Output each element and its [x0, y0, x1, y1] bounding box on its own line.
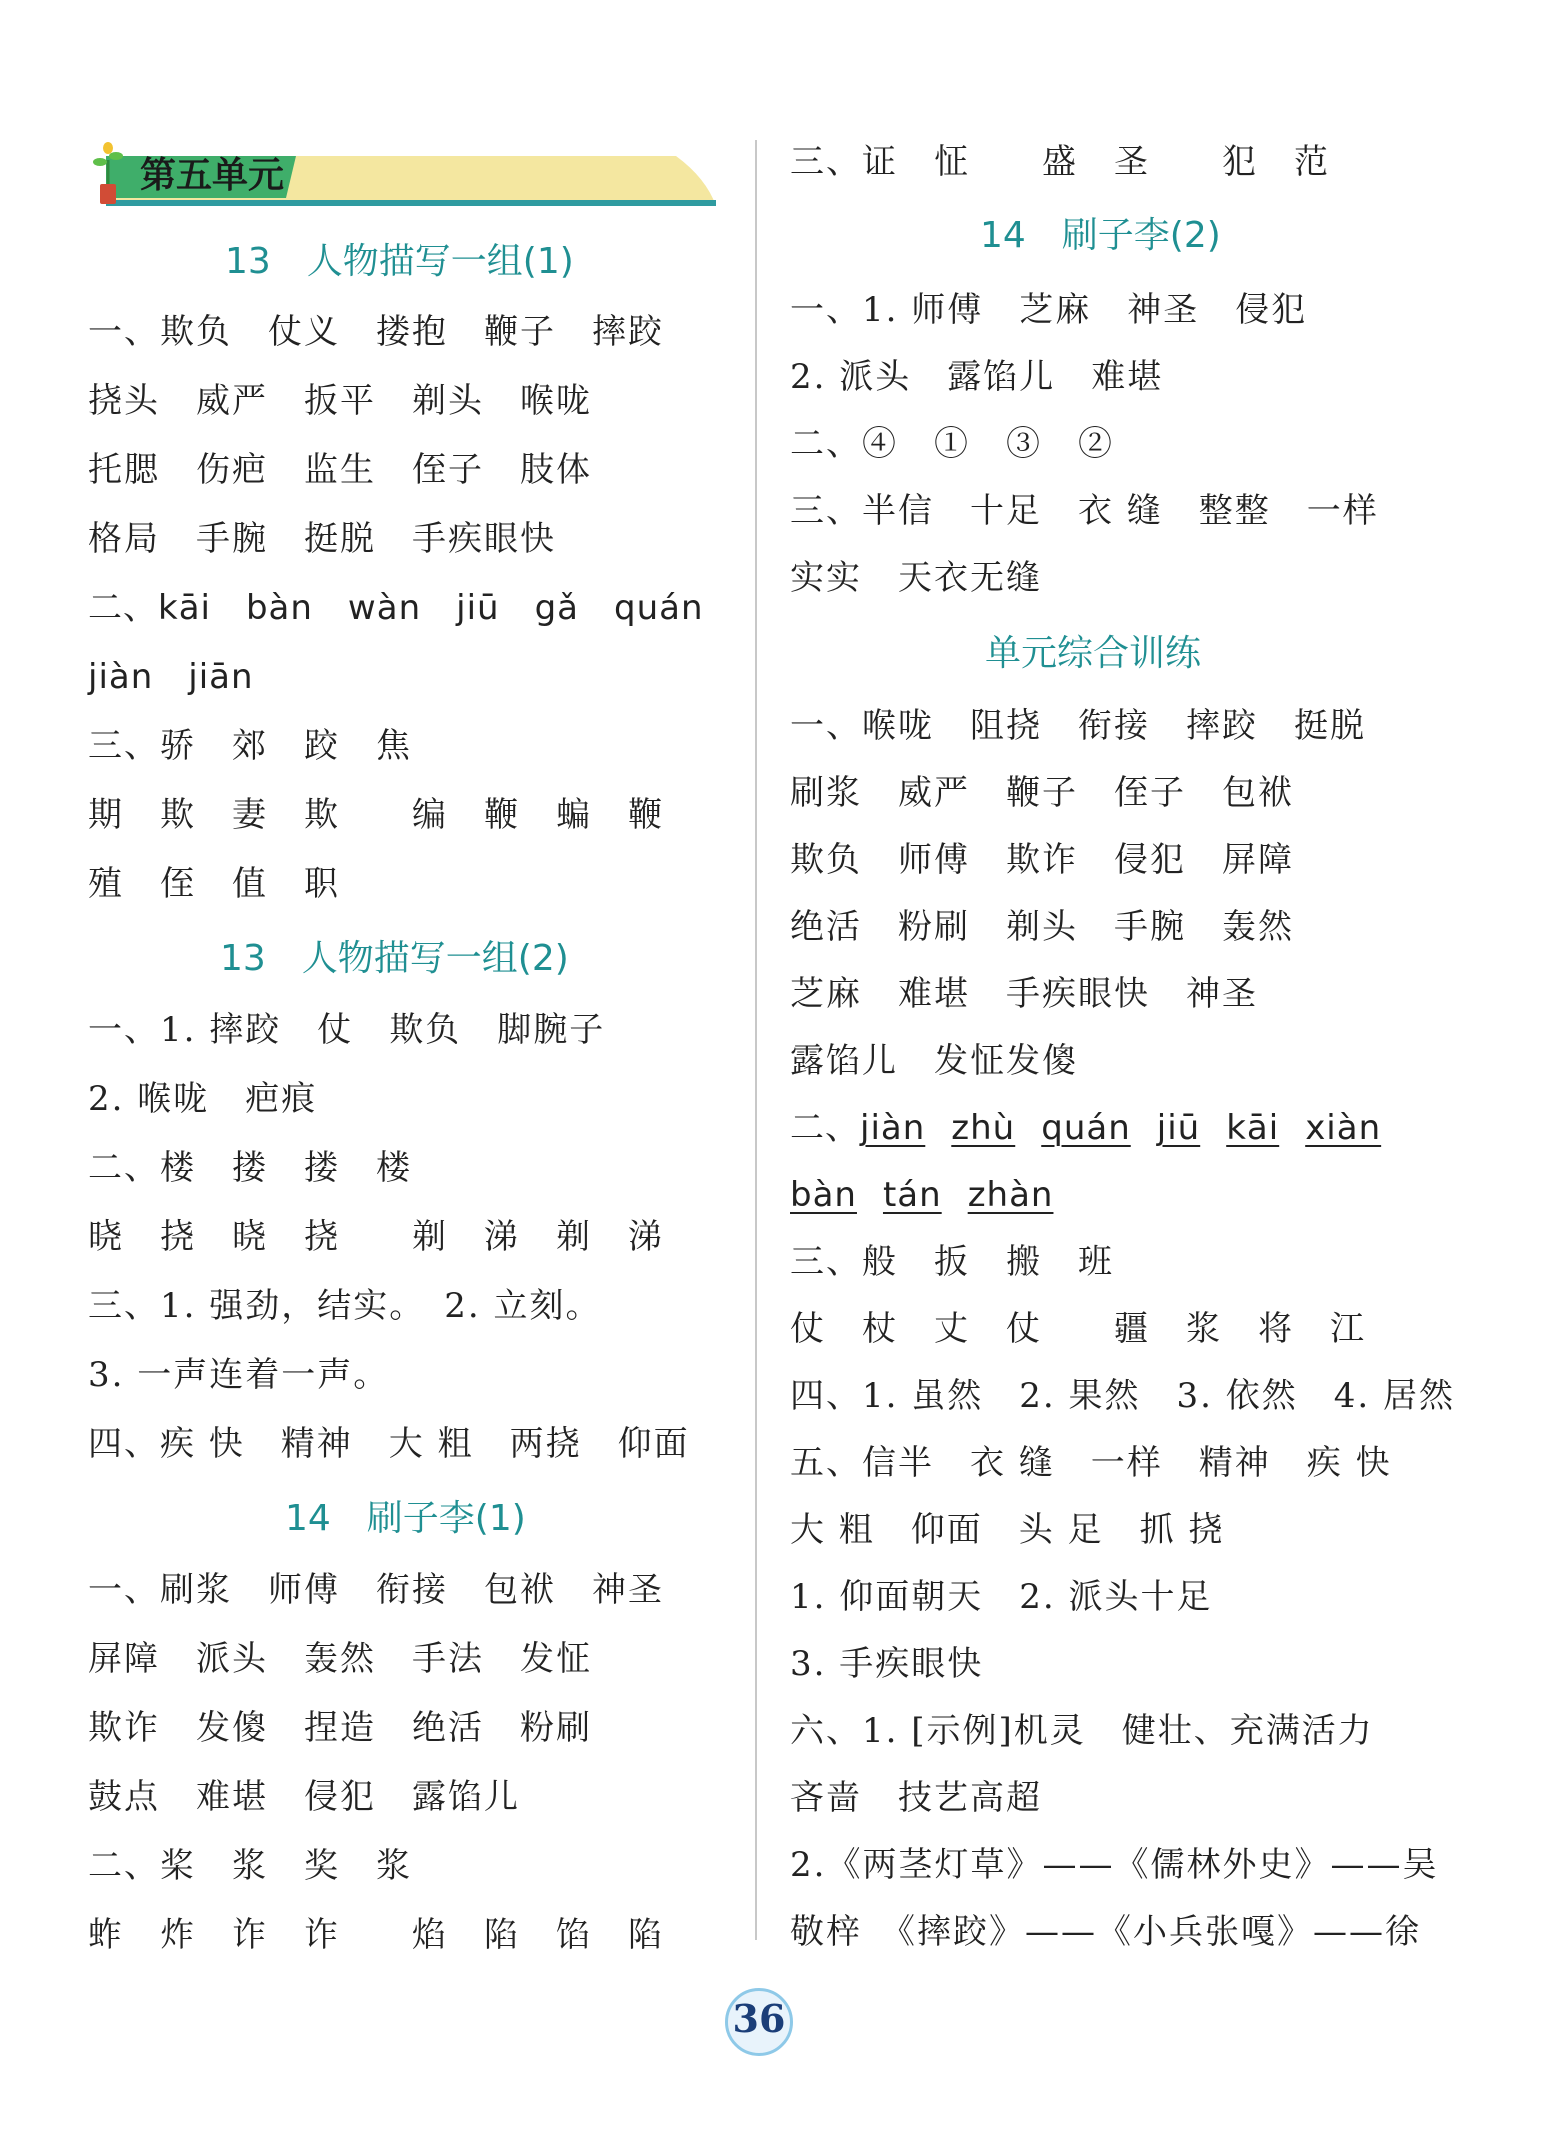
answer-line: 实实 天衣无缝	[790, 558, 1042, 598]
answer-line: 殖 侄 值 职	[88, 864, 340, 904]
answer-line: 二、kāi bàn wàn jiū gǎ quán	[88, 588, 704, 628]
answer-line: 格局 手腕 挺脱 手疾眼快	[88, 519, 556, 559]
answer-line: 挠头 威严 扳平 剃头 喉咙	[88, 381, 592, 421]
answer-line: 3. 手疾眼快	[790, 1644, 984, 1684]
section-heading: 14 刷子李(1)	[285, 1498, 526, 1539]
unit-title: 第五单元	[140, 155, 285, 196]
answer-line: 四、疾 快 精神 大 粗 两挠 仰面	[88, 1424, 690, 1464]
answer-line: 五、信半 衣 缝 一样 精神 疾 快	[790, 1443, 1392, 1483]
answer-line: jiàn jiān	[88, 657, 254, 697]
answer-line: 一、1. 摔跤 仗 欺负 脚腕子	[88, 1010, 606, 1050]
pinyin-blank: xiàn	[1305, 1108, 1382, 1148]
pinyin-blank: kāi	[1226, 1108, 1280, 1148]
answer-line: 托腮 伤疤 监生 侄子 肢体	[88, 450, 592, 490]
answer-line: 三、般 扳 搬 班	[790, 1242, 1114, 1282]
answer-line: 仗 杖 丈 仗 疆 浆 将 江	[790, 1309, 1366, 1349]
answer-line: 一、欺负 仗义 搂抱 鞭子 摔跤	[88, 312, 664, 352]
answer-line: 一、喉咙 阻挠 衔接 摔跤 挺脱	[790, 706, 1366, 746]
answer-line: 刷浆 威严 鞭子 侄子 包袱	[790, 773, 1294, 813]
answer-line: 屏障 派头 轰然 手法 发怔	[88, 1639, 592, 1679]
answer-line: 二、楼 搂 搂 楼	[88, 1148, 412, 1188]
answer-line: 2.《两茎灯草》——《儒林外史》——吴	[790, 1845, 1439, 1885]
answer-line: 二、桨 浆 奖 浆	[88, 1846, 412, 1886]
section-heading: 单元综合训练	[985, 633, 1202, 674]
answer-line: 欺负 师傅 欺诈 侵犯 屏障	[790, 840, 1294, 880]
answer-line: 一、刷浆 师傅 衔接 包袱 神圣	[88, 1570, 664, 1610]
answer-line: 芝麻 难堪 手疾眼快 神圣	[790, 974, 1258, 1014]
answer-line: 三、骄 郊 跤 焦	[88, 726, 412, 766]
answer-line: 一、1. 师傅 芝麻 神圣 侵犯	[790, 290, 1308, 330]
answer-line: 大 粗 仰面 头 足 抓 挠	[790, 1510, 1225, 1550]
plant-icon	[88, 140, 128, 210]
answer-line: 敬梓 《摔跤》——《小兵张嘎》——徐	[790, 1912, 1421, 1952]
section-heading: 13 人物描写一组(2)	[220, 938, 569, 979]
pinyin-blank: zhàn	[967, 1175, 1054, 1215]
answer-line: 蚱 炸 诈 诈 焰 陷 馅 陷	[88, 1915, 664, 1955]
pinyin-line	[790, 1108, 1407, 1148]
pinyin-blank: jiàn	[860, 1108, 926, 1148]
answer-line: 三、证 怔 盛 圣 犯 范	[790, 142, 1330, 182]
answer-line: 欺诈 发傻 捏造 绝活 粉刷	[88, 1708, 592, 1748]
pinyin-blank: bàn	[790, 1175, 857, 1215]
answer-line: 绝活 粉刷 剃头 手腕 轰然	[790, 907, 1294, 947]
answer-line: 2. 喉咙 疤痕	[88, 1079, 318, 1119]
pinyin-blank: zhù	[951, 1108, 1016, 1148]
answer-line: 吝啬 技艺高超	[790, 1778, 1042, 1818]
section-heading: 14 刷子李(2)	[980, 215, 1221, 256]
answer-line: 三、1. 强劲，结实。 2. 立刻。	[88, 1286, 602, 1326]
answer-line: 晓 挠 晓 挠 剃 涕 剃 涕	[88, 1217, 664, 1257]
answer-line: 期 欺 妻 欺 编 鞭 蝙 鞭	[88, 795, 664, 835]
answer-line: 3. 一声连着一声。	[88, 1355, 390, 1395]
answer-line: 四、1. 虽然 2. 果然 3. 依然 4. 居然	[790, 1376, 1455, 1416]
answer-line: 露馅儿 发怔发傻	[790, 1041, 1078, 1081]
item-prefix: 二、	[790, 1108, 860, 1148]
answer-line: 二、④ ① ③ ②	[790, 424, 1114, 464]
column-divider	[755, 140, 757, 1940]
answer-line: 三、半信 十足 衣 缝 整整 一样	[790, 491, 1379, 531]
answer-line: 2. 派头 露馅儿 难堪	[790, 357, 1164, 397]
section-heading: 13 人物描写一组(1)	[225, 241, 574, 282]
pinyin-line	[790, 1175, 1079, 1215]
pinyin-blank: quán	[1041, 1108, 1131, 1148]
answer-line: 鼓点 难堪 侵犯 露馅儿	[88, 1777, 520, 1817]
answer-line: 1. 仰面朝天 2. 派头十足	[790, 1577, 1213, 1617]
pinyin-blank: jiū	[1156, 1108, 1201, 1148]
answer-line: 六、1. [示例]机灵 健壮、充满活力	[790, 1711, 1374, 1751]
pinyin-blank: tán	[882, 1175, 942, 1215]
page-number: 36	[732, 1996, 786, 2041]
